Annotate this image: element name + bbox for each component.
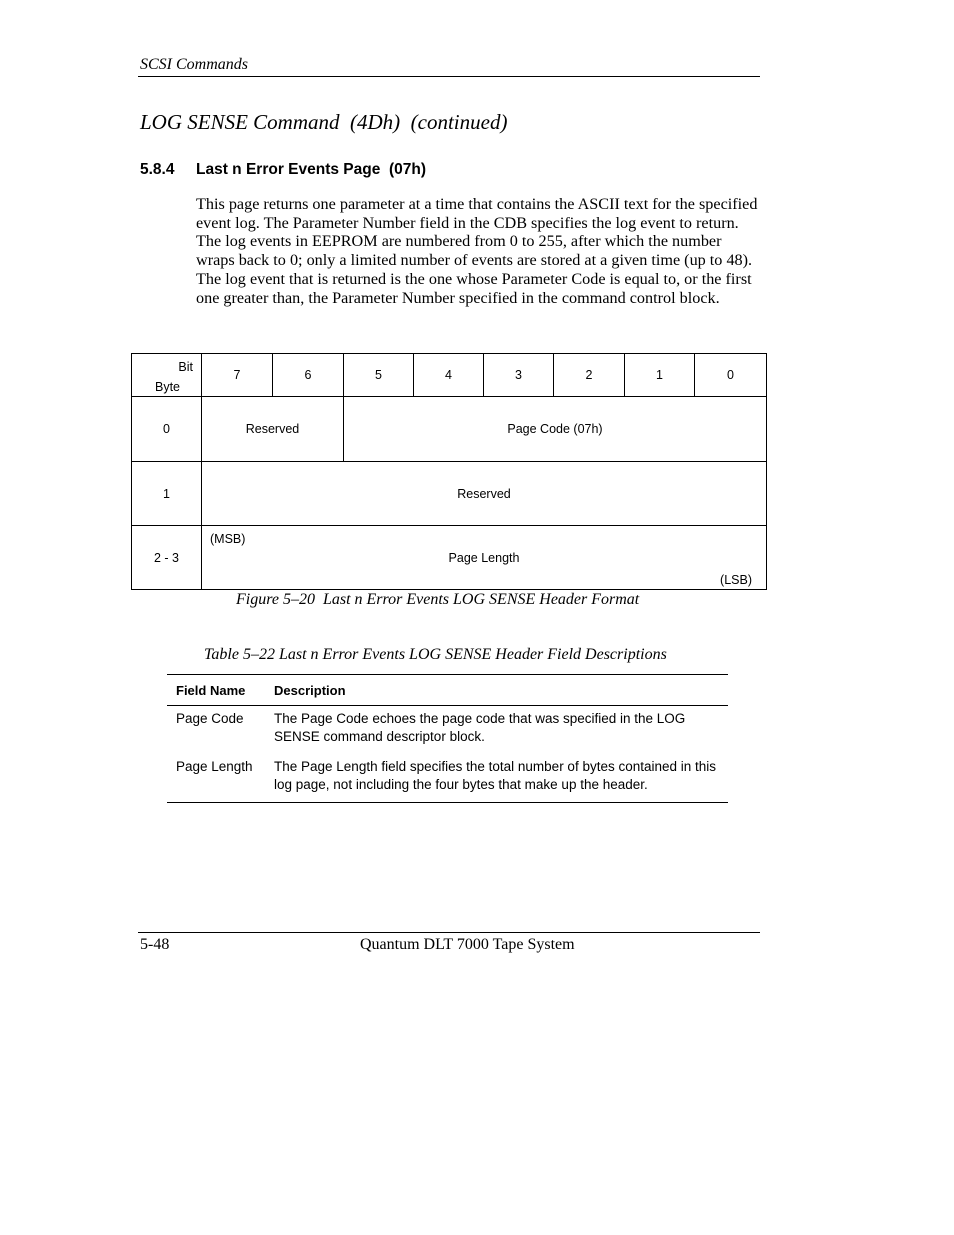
bit-byte-corner-cell (132, 354, 202, 397)
bit-5-cell: 5 (344, 354, 414, 397)
section-title: LOG SENSE Command (4Dh) (continued) (140, 110, 508, 134)
table-row (167, 706, 728, 746)
description-cell: The Page Length field specifies the total number of bytes contained in this log page, not including the four bytes that make up the header. (274, 759, 717, 792)
byte-number-cell: 0 (132, 397, 202, 462)
reserved-field-cell: Reserved (202, 461, 767, 526)
bit-header-row (132, 354, 767, 397)
field-description-table (167, 674, 728, 803)
subsection-title: Last n Error Events Page (07h) (196, 161, 426, 178)
running-head: SCSI Commands (140, 56, 249, 73)
field-name-header: Field Name (176, 682, 246, 698)
subsection-number: 5.8.4 (140, 161, 175, 178)
footer-rule (138, 932, 760, 933)
bit-0-cell: 0 (695, 354, 767, 397)
field-name-cell: Page Length (176, 759, 253, 774)
byte-0-row (132, 397, 767, 462)
page-length-label: Page Length (448, 550, 520, 565)
subsection-heading (140, 161, 426, 179)
byte-number-cell: 2 - 3 (132, 526, 202, 590)
table-header-row (167, 675, 728, 705)
header-format-table (131, 353, 767, 590)
msb-marker: (MSB) (210, 532, 246, 547)
description-cell: The Page Code echoes the page code that was specified in the LOG SENSE command descriptor block. (274, 711, 686, 744)
byte-number-cell: 1 (132, 461, 202, 526)
bit-7-cell: 7 (202, 354, 273, 397)
bit-label: Bit (178, 360, 193, 374)
lsb-marker: (LSB) (720, 573, 752, 587)
page-number: 5-48 (140, 936, 170, 953)
table-caption: Table 5–22 Last n Error Events LOG SENSE Header Field Descriptions (204, 646, 667, 663)
page-code-field-cell: Page Code (07h) (344, 397, 767, 462)
page-length-field-cell (202, 526, 767, 590)
byte-1-row (132, 461, 767, 526)
field-name-cell: Page Code (176, 711, 244, 726)
bit-6-cell: 6 (273, 354, 344, 397)
header-rule (138, 76, 760, 77)
book-title: Quantum DLT 7000 Tape System (360, 936, 575, 953)
reserved-field-cell: Reserved (202, 397, 344, 462)
bit-1-cell: 1 (625, 354, 695, 397)
byte-2-3-row (132, 526, 767, 590)
table-row (167, 746, 728, 794)
bit-4-cell: 4 (414, 354, 484, 397)
table-bottom-rule (167, 802, 728, 803)
description-header: Description (274, 682, 346, 698)
body-paragraph: This page returns one parameter at a time that contains the ASCII text for the specified event log. The Parameter Number field in the CDB specifies the log event to return. The log events in EEPROM are numbered from 0 to 255, after which the number wraps back to 0; only a limited number of events are stored at a given time (up to 48). The log event that is returned is the one whose Parameter Code is equal to, or the first one greater than, the Parameter Number specified in the command control block. (196, 195, 758, 307)
bit-2-cell: 2 (554, 354, 625, 397)
figure-caption: Figure 5–20 Last n Error Events LOG SENSE Header Format (236, 591, 640, 608)
byte-label: Byte (155, 380, 181, 395)
bit-3-cell: 3 (484, 354, 554, 397)
